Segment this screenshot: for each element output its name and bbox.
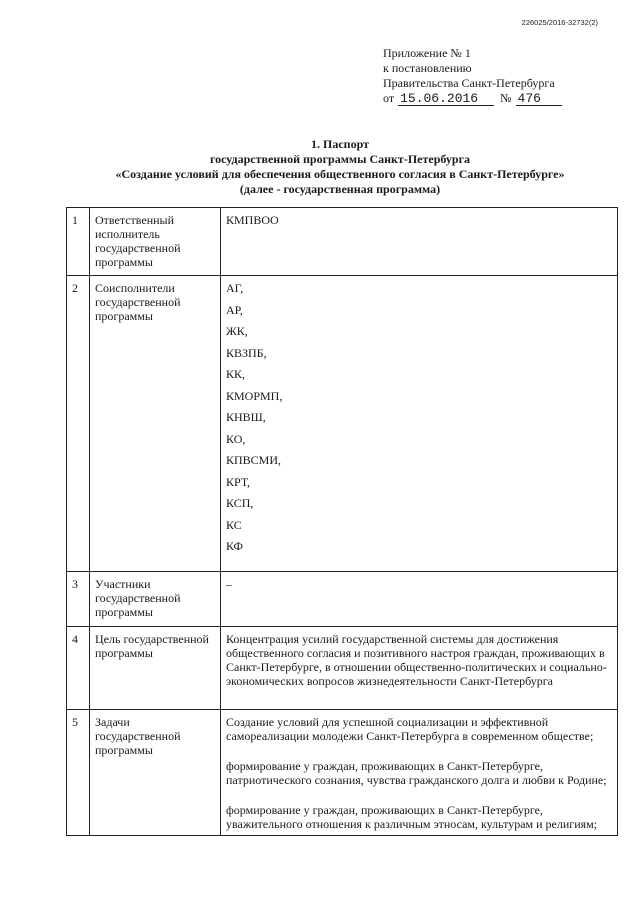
list-item: формирование у граждан, проживающих в Санкт-Петербурге, уважительного отношения к различным этносам, культурам и религиям; bbox=[226, 803, 598, 831]
row-label: Участники государственной программы bbox=[90, 572, 221, 627]
decree-number: 476 bbox=[516, 92, 562, 106]
row-number: 1 bbox=[67, 208, 90, 276]
list-item: КСП, bbox=[226, 496, 254, 510]
tasks-list bbox=[221, 710, 618, 836]
appendix-line-2: к постановлению bbox=[383, 61, 472, 75]
table-row bbox=[67, 208, 618, 276]
row-label: Соисполнители государственной программы bbox=[90, 276, 221, 572]
row-number: 4 bbox=[67, 627, 90, 710]
row-label: Задачи государственной программы bbox=[90, 710, 221, 836]
list-item: КФ bbox=[226, 539, 243, 553]
document-title bbox=[60, 137, 620, 197]
list-item: ЖК, bbox=[226, 324, 248, 338]
list-item: формирование у граждан, проживающих в Санкт-Петербурге, патриотического сознания, чувства гражданского долга и любви к Родине; bbox=[226, 759, 607, 787]
table-row bbox=[67, 276, 618, 572]
number-label: № bbox=[500, 91, 512, 105]
passport-table bbox=[66, 207, 618, 836]
list-item: КНВШ, bbox=[226, 410, 266, 424]
row-label: Ответственный исполнитель государственной программы bbox=[90, 208, 221, 276]
list-item: КО, bbox=[226, 431, 246, 446]
list-item: КРТ, bbox=[226, 474, 250, 489]
title-line-3: «Создание условий для обеспечения общественного согласия в Санкт-Петербурге» bbox=[115, 167, 565, 181]
title-line-1: 1. Паспорт bbox=[311, 137, 369, 151]
appendix-date-line bbox=[383, 91, 603, 106]
title-line-4: (далее - государственная программа) bbox=[239, 182, 441, 196]
row-value: – bbox=[221, 572, 618, 627]
list-item: КВЗПБ, bbox=[226, 345, 267, 360]
list-item: КК, bbox=[226, 367, 246, 381]
coexecutors-list bbox=[221, 276, 618, 572]
title-line-2: государственной программы Санкт-Петербурга bbox=[209, 152, 471, 166]
table-row bbox=[67, 627, 618, 710]
list-item: Создание условий для успешной социализации и эффективной самореализации молодежи Санкт-Петербурга в современном обществе; bbox=[226, 715, 594, 743]
row-number: 5 bbox=[67, 710, 90, 836]
appendix-line-3: Правительства Санкт-Петербурга bbox=[383, 76, 555, 90]
goal-text: Концентрация усилий государственной системы для достижения общественного согласия и позитивного настроя граждан, проживающих в Санкт-Петербурге, в отношении общественно-политических и социально-экономических вопросов жизнедеятельности Санкт-Петербурга bbox=[221, 627, 618, 710]
row-number: 3 bbox=[67, 572, 90, 627]
list-item: КПВСМИ, bbox=[226, 453, 282, 467]
document-id: 226025/2016-32732(2) bbox=[521, 18, 598, 27]
list-item: АР, bbox=[226, 302, 243, 317]
list-item: КМОРМП, bbox=[226, 388, 283, 403]
row-number: 2 bbox=[67, 276, 90, 572]
date-prefix: от bbox=[383, 91, 395, 105]
table-row bbox=[67, 572, 618, 627]
decree-date: 15.06.2016 bbox=[398, 92, 494, 106]
list-item: АГ, bbox=[226, 281, 244, 295]
appendix-block bbox=[383, 46, 603, 106]
row-label: Цель государственной программы bbox=[90, 627, 221, 710]
list-item: КС bbox=[226, 517, 242, 532]
appendix-line-1: Приложение № 1 bbox=[383, 46, 471, 60]
table-row bbox=[67, 710, 618, 836]
row-value: КМПВОО bbox=[221, 208, 618, 276]
